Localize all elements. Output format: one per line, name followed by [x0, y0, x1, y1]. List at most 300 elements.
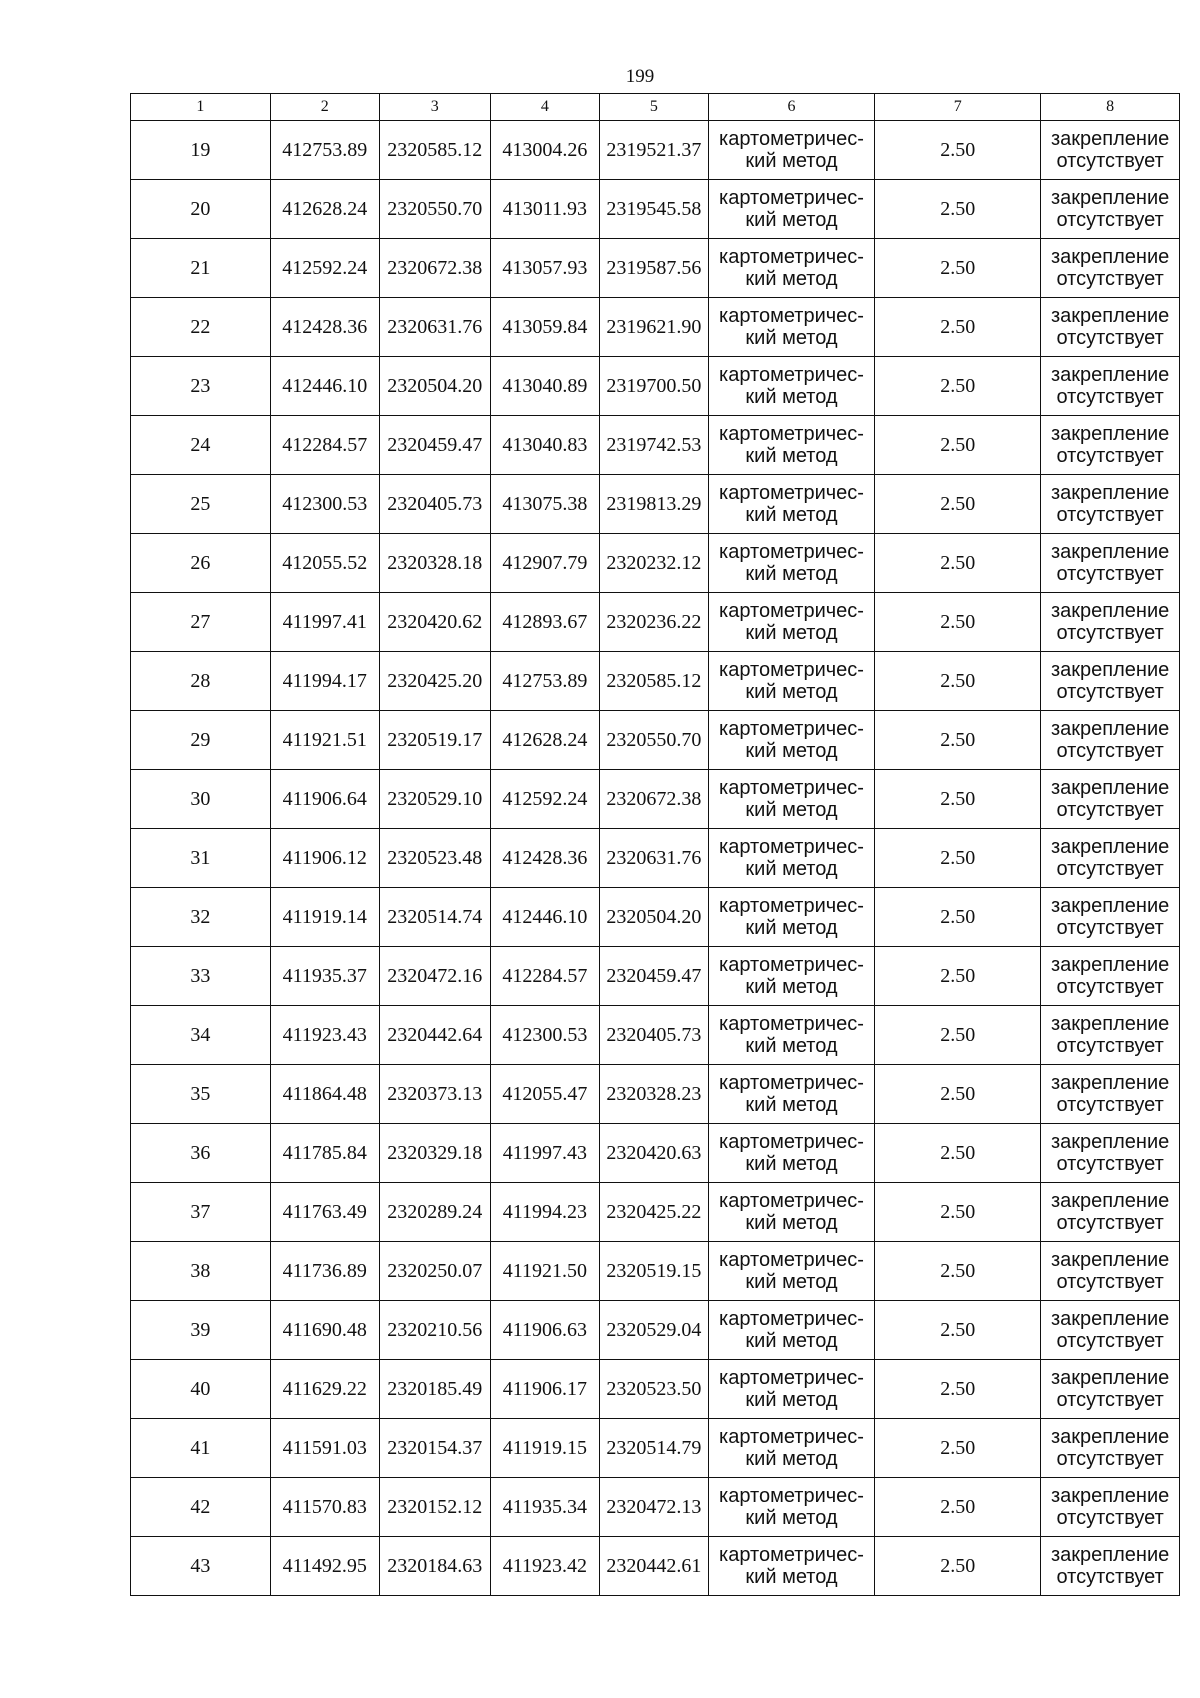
- fixation-line-1: закрепление: [1051, 1249, 1170, 1271]
- column-header: 1: [131, 94, 271, 121]
- method-line-1: картометричес-: [719, 1249, 864, 1271]
- method-line-2: кий метод: [745, 268, 838, 290]
- accuracy-cell: 2.50: [875, 888, 1041, 947]
- fixation-line-2: отсутствует: [1056, 1389, 1164, 1411]
- table-row: [131, 593, 1180, 652]
- point-number-cell: 21: [131, 239, 271, 298]
- point-number-cell: 38: [131, 1242, 271, 1301]
- table-row: [131, 1183, 1180, 1242]
- table-row: [131, 1242, 1180, 1301]
- method-line-1: картометричес-: [719, 1013, 864, 1035]
- coordinate-y2-cell: 2319545.58: [599, 180, 708, 239]
- coordinate-y2-cell: 2319521.37: [599, 121, 708, 180]
- method-line-2: кий метод: [745, 1507, 838, 1529]
- table-row: [131, 1537, 1180, 1596]
- coordinate-x2-cell: 413040.89: [490, 357, 599, 416]
- method-line-2: кий метод: [745, 209, 838, 231]
- fixation-cell: [1041, 652, 1180, 711]
- table-row: [131, 416, 1180, 475]
- coordinate-y2-cell: 2320405.73: [599, 1006, 708, 1065]
- coordinate-y2-cell: 2320472.13: [599, 1478, 708, 1537]
- fixation-cell: [1041, 829, 1180, 888]
- coordinate-x-cell: 411763.49: [270, 1183, 379, 1242]
- method-cell: [708, 829, 874, 888]
- fixation-line-1: закрепление: [1051, 1072, 1170, 1094]
- fixation-line-2: отсутствует: [1056, 1212, 1164, 1234]
- fixation-line-1: закрепление: [1051, 777, 1170, 799]
- coordinate-y2-cell: 2320529.04: [599, 1301, 708, 1360]
- fixation-cell: [1041, 1301, 1180, 1360]
- fixation-line-1: закрепление: [1051, 1426, 1170, 1448]
- method-line-1: картометричес-: [719, 895, 864, 917]
- method-cell: [708, 593, 874, 652]
- fixation-line-1: закрепление: [1051, 423, 1170, 445]
- method-line-1: картометричес-: [719, 423, 864, 445]
- fixation-line-2: отсутствует: [1056, 1153, 1164, 1175]
- method-cell: [708, 121, 874, 180]
- coordinate-y2-cell: 2320236.22: [599, 593, 708, 652]
- accuracy-cell: 2.50: [875, 652, 1041, 711]
- coordinate-x2-cell: 412300.53: [490, 1006, 599, 1065]
- coordinate-x-cell: 411591.03: [270, 1419, 379, 1478]
- method-line-2: кий метод: [745, 386, 838, 408]
- coordinate-x2-cell: 412446.10: [490, 888, 599, 947]
- table-row: [131, 180, 1180, 239]
- fixation-line-1: закрепление: [1051, 482, 1170, 504]
- coordinate-y-cell: 2320514.74: [379, 888, 490, 947]
- coordinate-y-cell: 2320329.18: [379, 1124, 490, 1183]
- method-line-2: кий метод: [745, 917, 838, 939]
- coordinate-x2-cell: 412628.24: [490, 711, 599, 770]
- coordinate-x-cell: 411736.89: [270, 1242, 379, 1301]
- coordinate-x2-cell: 411994.23: [490, 1183, 599, 1242]
- fixation-line-1: закрепление: [1051, 541, 1170, 563]
- coordinate-y2-cell: 2320442.61: [599, 1537, 708, 1596]
- method-line-2: кий метод: [745, 681, 838, 703]
- accuracy-cell: 2.50: [875, 829, 1041, 888]
- coordinate-y2-cell: 2320550.70: [599, 711, 708, 770]
- accuracy-cell: 2.50: [875, 1006, 1041, 1065]
- coordinate-x2-cell: 411906.17: [490, 1360, 599, 1419]
- coordinate-y-cell: 2320420.62: [379, 593, 490, 652]
- method-cell: [708, 298, 874, 357]
- coordinate-x-cell: 412300.53: [270, 475, 379, 534]
- method-line-1: картометричес-: [719, 718, 864, 740]
- table-row: [131, 1006, 1180, 1065]
- coordinate-y2-cell: 2319700.50: [599, 357, 708, 416]
- coordinate-x-cell: 411492.95: [270, 1537, 379, 1596]
- accuracy-cell: 2.50: [875, 1360, 1041, 1419]
- table-row: [131, 1360, 1180, 1419]
- coordinate-y-cell: 2320631.76: [379, 298, 490, 357]
- point-number-cell: 23: [131, 357, 271, 416]
- coordinate-x-cell: 411906.12: [270, 829, 379, 888]
- method-cell: [708, 1301, 874, 1360]
- table-row: [131, 357, 1180, 416]
- method-line-1: картометричес-: [719, 1426, 864, 1448]
- method-line-1: картометричес-: [719, 541, 864, 563]
- fixation-line-2: отсутствует: [1056, 209, 1164, 231]
- point-number-cell: 28: [131, 652, 271, 711]
- table-row: [131, 239, 1180, 298]
- point-number-cell: 24: [131, 416, 271, 475]
- coordinate-y-cell: 2320529.10: [379, 770, 490, 829]
- accuracy-cell: 2.50: [875, 1301, 1041, 1360]
- fixation-line-2: отсутствует: [1056, 1094, 1164, 1116]
- method-line-2: кий метод: [745, 1448, 838, 1470]
- coordinate-y2-cell: 2320328.23: [599, 1065, 708, 1124]
- fixation-cell: [1041, 1065, 1180, 1124]
- coordinate-x2-cell: 412284.57: [490, 947, 599, 1006]
- method-cell: [708, 1006, 874, 1065]
- table-row: [131, 298, 1180, 357]
- point-number-cell: 30: [131, 770, 271, 829]
- coordinate-x-cell: 411921.51: [270, 711, 379, 770]
- fixation-line-1: закрепление: [1051, 1013, 1170, 1035]
- accuracy-cell: 2.50: [875, 1242, 1041, 1301]
- fixation-cell: [1041, 1419, 1180, 1478]
- fixation-line-2: отсутствует: [1056, 563, 1164, 585]
- coordinate-x2-cell: 411906.63: [490, 1301, 599, 1360]
- method-line-1: картометричес-: [719, 777, 864, 799]
- coordinate-y2-cell: 2319742.53: [599, 416, 708, 475]
- fixation-cell: [1041, 1242, 1180, 1301]
- point-number-cell: 26: [131, 534, 271, 593]
- table-row: [131, 888, 1180, 947]
- table-row: [131, 1478, 1180, 1537]
- coordinate-y-cell: 2320250.07: [379, 1242, 490, 1301]
- fixation-line-2: отсутствует: [1056, 386, 1164, 408]
- accuracy-cell: 2.50: [875, 180, 1041, 239]
- fixation-cell: [1041, 298, 1180, 357]
- coordinate-y-cell: 2320459.47: [379, 416, 490, 475]
- point-number-cell: 34: [131, 1006, 271, 1065]
- coordinate-x-cell: 411935.37: [270, 947, 379, 1006]
- fixation-line-2: отсутствует: [1056, 858, 1164, 880]
- method-line-1: картометричес-: [719, 482, 864, 504]
- fixation-cell: [1041, 1124, 1180, 1183]
- point-number-cell: 20: [131, 180, 271, 239]
- fixation-line-1: закрепление: [1051, 1131, 1170, 1153]
- method-line-1: картометричес-: [719, 1544, 864, 1566]
- coordinate-x2-cell: 413040.83: [490, 416, 599, 475]
- point-number-cell: 27: [131, 593, 271, 652]
- coordinate-y2-cell: 2320631.76: [599, 829, 708, 888]
- method-line-2: кий метод: [745, 799, 838, 821]
- accuracy-cell: 2.50: [875, 1478, 1041, 1537]
- fixation-line-2: отсутствует: [1056, 681, 1164, 703]
- coordinate-x2-cell: 413011.93: [490, 180, 599, 239]
- coordinate-x2-cell: 413059.84: [490, 298, 599, 357]
- fixation-line-2: отсутствует: [1056, 268, 1164, 290]
- coordinate-y-cell: 2320405.73: [379, 475, 490, 534]
- fixation-cell: [1041, 416, 1180, 475]
- point-number-cell: 22: [131, 298, 271, 357]
- coordinate-y-cell: 2320184.63: [379, 1537, 490, 1596]
- coordinate-y-cell: 2320519.17: [379, 711, 490, 770]
- fixation-line-1: закрепление: [1051, 600, 1170, 622]
- method-line-1: картометричес-: [719, 364, 864, 386]
- method-line-1: картометричес-: [719, 954, 864, 976]
- table-row: [131, 1065, 1180, 1124]
- coordinate-x-cell: 412592.24: [270, 239, 379, 298]
- coordinate-x-cell: 411994.17: [270, 652, 379, 711]
- method-line-1: картометричес-: [719, 1308, 864, 1330]
- method-cell: [708, 770, 874, 829]
- accuracy-cell: 2.50: [875, 357, 1041, 416]
- header-row: [131, 94, 1180, 121]
- fixation-cell: [1041, 357, 1180, 416]
- coordinate-x2-cell: 412753.89: [490, 652, 599, 711]
- accuracy-cell: 2.50: [875, 121, 1041, 180]
- fixation-cell: [1041, 121, 1180, 180]
- coordinate-y2-cell: 2320425.22: [599, 1183, 708, 1242]
- column-header: 8: [1041, 94, 1180, 121]
- coordinate-x-cell: 412284.57: [270, 416, 379, 475]
- method-line-2: кий метод: [745, 1566, 838, 1588]
- method-cell: [708, 652, 874, 711]
- method-line-2: кий метод: [745, 150, 838, 172]
- table-row: [131, 534, 1180, 593]
- method-line-2: кий метод: [745, 1212, 838, 1234]
- accuracy-cell: 2.50: [875, 534, 1041, 593]
- method-line-2: кий метод: [745, 976, 838, 998]
- fixation-line-2: отсутствует: [1056, 622, 1164, 644]
- fixation-line-1: закрепление: [1051, 1308, 1170, 1330]
- fixation-line-2: отсутствует: [1056, 1507, 1164, 1529]
- fixation-line-2: отсутствует: [1056, 976, 1164, 998]
- method-cell: [708, 475, 874, 534]
- fixation-cell: [1041, 475, 1180, 534]
- accuracy-cell: 2.50: [875, 947, 1041, 1006]
- method-line-1: картометричес-: [719, 128, 864, 150]
- method-line-2: кий метод: [745, 1153, 838, 1175]
- point-number-cell: 35: [131, 1065, 271, 1124]
- fixation-line-1: закрепление: [1051, 836, 1170, 858]
- table-row: [131, 121, 1180, 180]
- fixation-cell: [1041, 1006, 1180, 1065]
- method-line-1: картометричес-: [719, 1190, 864, 1212]
- method-line-2: кий метод: [745, 1271, 838, 1293]
- table-row: [131, 652, 1180, 711]
- fixation-line-1: закрепление: [1051, 305, 1170, 327]
- coordinate-y-cell: 2320185.49: [379, 1360, 490, 1419]
- method-line-2: кий метод: [745, 1035, 838, 1057]
- coordinate-y2-cell: 2320519.15: [599, 1242, 708, 1301]
- accuracy-cell: 2.50: [875, 593, 1041, 652]
- point-number-cell: 31: [131, 829, 271, 888]
- coordinate-y2-cell: 2319621.90: [599, 298, 708, 357]
- method-cell: [708, 416, 874, 475]
- coordinate-x-cell: 411690.48: [270, 1301, 379, 1360]
- accuracy-cell: 2.50: [875, 1419, 1041, 1478]
- coordinate-x2-cell: 413057.93: [490, 239, 599, 298]
- fixation-line-2: отсутствует: [1056, 445, 1164, 467]
- fixation-line-2: отсутствует: [1056, 1271, 1164, 1293]
- coordinate-x2-cell: 412893.67: [490, 593, 599, 652]
- coordinate-x2-cell: 413075.38: [490, 475, 599, 534]
- coordinate-y-cell: 2320154.37: [379, 1419, 490, 1478]
- method-cell: [708, 239, 874, 298]
- coordinate-x-cell: 412753.89: [270, 121, 379, 180]
- accuracy-cell: 2.50: [875, 1065, 1041, 1124]
- method-cell: [708, 1478, 874, 1537]
- coordinate-x-cell: 412628.24: [270, 180, 379, 239]
- column-header: 2: [270, 94, 379, 121]
- fixation-cell: [1041, 1183, 1180, 1242]
- coordinate-y-cell: 2320373.13: [379, 1065, 490, 1124]
- point-number-cell: 25: [131, 475, 271, 534]
- coordinate-x-cell: 411570.83: [270, 1478, 379, 1537]
- coordinate-x-cell: 411785.84: [270, 1124, 379, 1183]
- point-number-cell: 19: [131, 121, 271, 180]
- fixation-line-1: закрепление: [1051, 895, 1170, 917]
- method-cell: [708, 534, 874, 593]
- coordinate-y-cell: 2320152.12: [379, 1478, 490, 1537]
- method-cell: [708, 180, 874, 239]
- fixation-line-1: закрепление: [1051, 1367, 1170, 1389]
- method-line-2: кий метод: [745, 1094, 838, 1116]
- method-line-1: картометричес-: [719, 659, 864, 681]
- point-number-cell: 33: [131, 947, 271, 1006]
- coordinate-x-cell: 412055.52: [270, 534, 379, 593]
- coordinate-x-cell: 411919.14: [270, 888, 379, 947]
- method-line-1: картометричес-: [719, 1131, 864, 1153]
- coordinate-y2-cell: 2320420.63: [599, 1124, 708, 1183]
- column-header: 6: [708, 94, 874, 121]
- method-line-2: кий метод: [745, 622, 838, 644]
- coordinate-x2-cell: 412055.47: [490, 1065, 599, 1124]
- fixation-line-1: закрепление: [1051, 246, 1170, 268]
- coordinate-y-cell: 2320672.38: [379, 239, 490, 298]
- method-line-1: картометричес-: [719, 187, 864, 209]
- coordinate-y-cell: 2320472.16: [379, 947, 490, 1006]
- coordinate-y2-cell: 2320504.20: [599, 888, 708, 947]
- fixation-line-1: закрепление: [1051, 128, 1170, 150]
- coordinate-x2-cell: 411923.42: [490, 1537, 599, 1596]
- coordinate-y2-cell: 2319813.29: [599, 475, 708, 534]
- table-row: [131, 829, 1180, 888]
- coordinate-y2-cell: 2320523.50: [599, 1360, 708, 1419]
- fixation-line-1: закрепление: [1051, 718, 1170, 740]
- method-cell: [708, 1419, 874, 1478]
- coordinates-table: [130, 93, 1180, 1596]
- method-line-2: кий метод: [745, 740, 838, 762]
- fixation-cell: [1041, 770, 1180, 829]
- fixation-cell: [1041, 1360, 1180, 1419]
- method-cell: [708, 1360, 874, 1419]
- point-number-cell: 41: [131, 1419, 271, 1478]
- fixation-line-2: отсутствует: [1056, 1330, 1164, 1352]
- coordinate-x-cell: 412428.36: [270, 298, 379, 357]
- coordinate-x2-cell: 412592.24: [490, 770, 599, 829]
- point-number-cell: 32: [131, 888, 271, 947]
- table-row: [131, 770, 1180, 829]
- method-cell: [708, 888, 874, 947]
- coordinate-y2-cell: 2320514.79: [599, 1419, 708, 1478]
- accuracy-cell: 2.50: [875, 770, 1041, 829]
- fixation-line-2: отсутствует: [1056, 327, 1164, 349]
- method-cell: [708, 1242, 874, 1301]
- fixation-cell: [1041, 239, 1180, 298]
- coordinate-x2-cell: 411921.50: [490, 1242, 599, 1301]
- method-line-2: кий метод: [745, 445, 838, 467]
- fixation-cell: [1041, 711, 1180, 770]
- method-line-1: картометричес-: [719, 600, 864, 622]
- coordinate-x2-cell: 411997.43: [490, 1124, 599, 1183]
- coordinate-x2-cell: 412428.36: [490, 829, 599, 888]
- accuracy-cell: 2.50: [875, 475, 1041, 534]
- coordinate-x2-cell: 411935.34: [490, 1478, 599, 1537]
- coordinate-y-cell: 2320289.24: [379, 1183, 490, 1242]
- fixation-line-2: отсутствует: [1056, 799, 1164, 821]
- point-number-cell: 36: [131, 1124, 271, 1183]
- coordinate-y2-cell: 2319587.56: [599, 239, 708, 298]
- fixation-line-2: отсутствует: [1056, 150, 1164, 172]
- fixation-line-1: закрепление: [1051, 187, 1170, 209]
- point-number-cell: 43: [131, 1537, 271, 1596]
- table-row: [131, 475, 1180, 534]
- coordinate-y-cell: 2320550.70: [379, 180, 490, 239]
- fixation-line-2: отсутствует: [1056, 504, 1164, 526]
- fixation-line-2: отсутствует: [1056, 740, 1164, 762]
- coordinate-x2-cell: 411919.15: [490, 1419, 599, 1478]
- method-cell: [708, 1124, 874, 1183]
- method-line-2: кий метод: [745, 563, 838, 585]
- fixation-line-1: закрепление: [1051, 659, 1170, 681]
- coordinate-y2-cell: 2320585.12: [599, 652, 708, 711]
- method-line-1: картометричес-: [719, 305, 864, 327]
- accuracy-cell: 2.50: [875, 1124, 1041, 1183]
- accuracy-cell: 2.50: [875, 298, 1041, 357]
- point-number-cell: 37: [131, 1183, 271, 1242]
- fixation-line-1: закрепление: [1051, 1190, 1170, 1212]
- coordinate-x-cell: 411906.64: [270, 770, 379, 829]
- accuracy-cell: 2.50: [875, 711, 1041, 770]
- fixation-cell: [1041, 888, 1180, 947]
- method-line-1: картометричес-: [719, 1485, 864, 1507]
- method-line-2: кий метод: [745, 504, 838, 526]
- method-line-2: кий метод: [745, 1389, 838, 1411]
- fixation-cell: [1041, 180, 1180, 239]
- accuracy-cell: 2.50: [875, 416, 1041, 475]
- coordinate-x-cell: 411864.48: [270, 1065, 379, 1124]
- fixation-cell: [1041, 534, 1180, 593]
- method-line-2: кий метод: [745, 1330, 838, 1352]
- page-number: 199: [625, 66, 655, 87]
- method-line-2: кий метод: [745, 327, 838, 349]
- fixation-cell: [1041, 947, 1180, 1006]
- coordinate-x2-cell: 412907.79: [490, 534, 599, 593]
- fixation-line-1: закрепление: [1051, 954, 1170, 976]
- coordinate-y-cell: 2320328.18: [379, 534, 490, 593]
- point-number-cell: 39: [131, 1301, 271, 1360]
- coordinate-y2-cell: 2320232.12: [599, 534, 708, 593]
- table-row: [131, 711, 1180, 770]
- method-line-1: картометричес-: [719, 1072, 864, 1094]
- fixation-line-1: закрепление: [1051, 364, 1170, 386]
- accuracy-cell: 2.50: [875, 239, 1041, 298]
- coordinate-x-cell: 411923.43: [270, 1006, 379, 1065]
- accuracy-cell: 2.50: [875, 1183, 1041, 1242]
- method-line-1: картометричес-: [719, 836, 864, 858]
- method-cell: [708, 1537, 874, 1596]
- table-row: [131, 1419, 1180, 1478]
- coordinate-y-cell: 2320523.48: [379, 829, 490, 888]
- method-cell: [708, 357, 874, 416]
- coordinate-x-cell: 411997.41: [270, 593, 379, 652]
- coordinate-y-cell: 2320585.12: [379, 121, 490, 180]
